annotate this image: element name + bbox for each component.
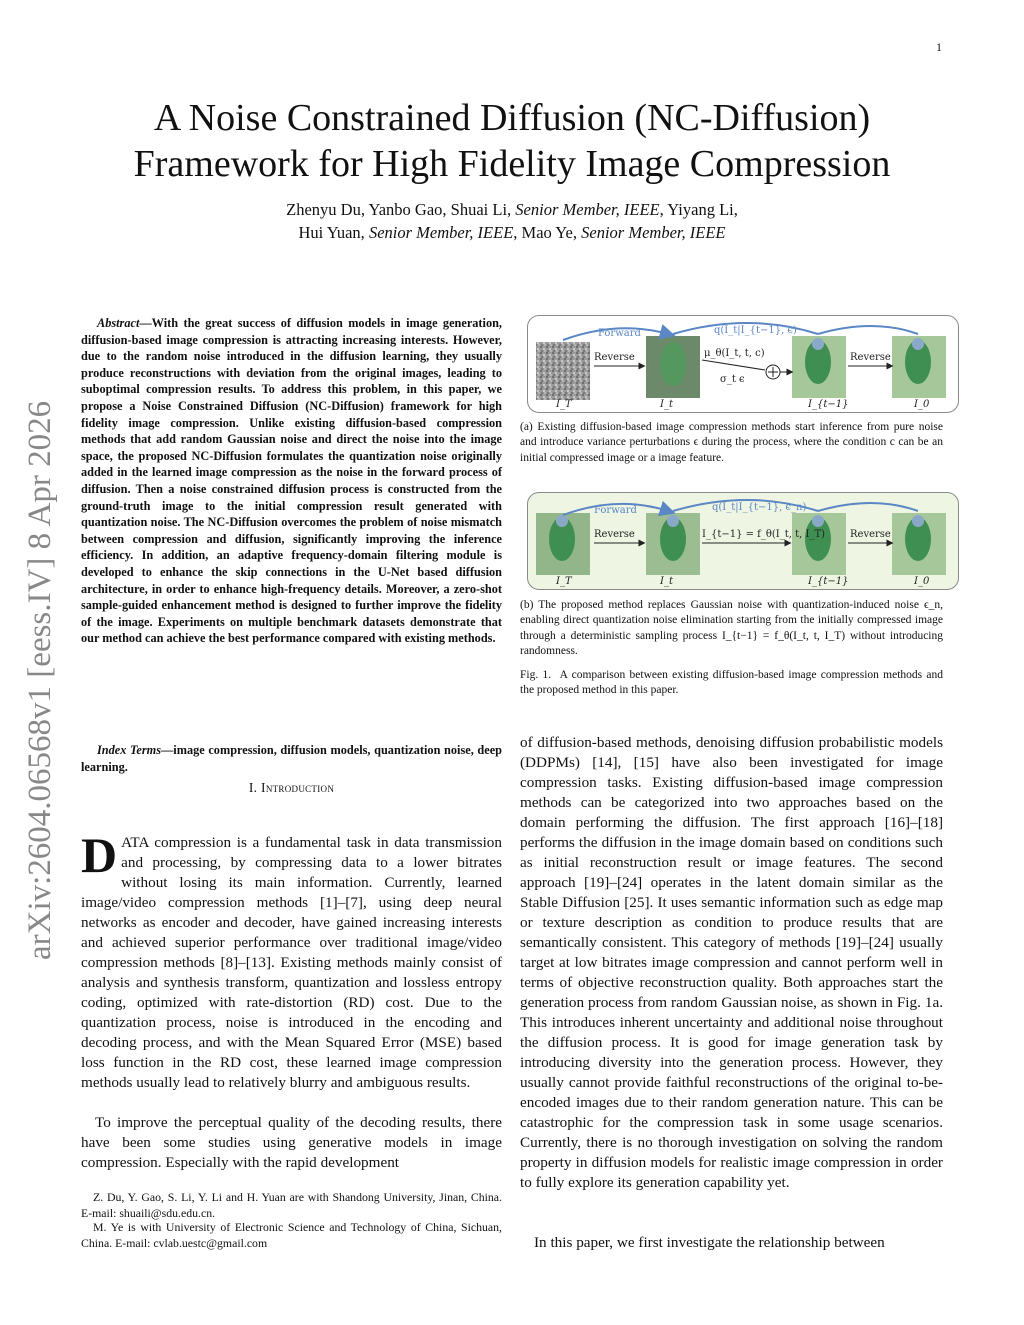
reverse-label: Reverse — [850, 529, 891, 540]
abstract-text: —With the great success of diffusion models in image generation, diffusion-based image compression is attracting increasing interests. However, due to the random noise introduced in the diffusion learning, they usually produce reconstructions with deviation from the original images, leading to suboptimal compression results. To address this problem, in this paper, we propose a Noise Constrained Diffusion (NC-Diffusion) framework for high fidelity image compression. Unlike existing diffusion-based compression methods that add random Gaussian noise and direct the noise into the image space, the proposed NC-Diffusion formulates the quantization noise originally added in the learned image compression as the noise in the forward process of diffusion. Then a noise constrained diffusion process is constructed from the ground-truth image to the initial compression result generated with quantization noise. The NC-Diffusion overcomes the problem of noise mismatch between compression and diffusion, significantly improving the inference efficiency. In addition, an adaptive frequency-domain filtering module is developed to enhance the skip connections in the U-Net based diffusion architecture, in order to enhance high-frequency details. Moreover, a zero-shot sample-guided enhancement method is designed to further improve the fidelity of the image. Experiments on multiple benchmark datasets demonstrate that our method can achieve the best performance compared with existing methods. — [81, 316, 502, 646]
intro-paragraph-1-text: ATA compression is a fundamental task in data transmission and processing, by compressing data to a lower bitrates without losing its main information. Currently, learned image/video compression methods [1]–[7], using deep neural networks as encoder and decoder, have gained increasing interests and achieved superior performance over traditional image/video compression methods [8]–[13]. Existing methods mainly consist of analysis and synthesis transform, quantization and lossless entropy coding, optimized with rate-distortion (RD) cost. Due to the quantization process, noise is introduced in the encoding and decoding process, and with the Mean Squared Error (MSE) based loss function in the RD cost, these learned image compression methods usually lead to relatively blurry and ambiguous results. — [81, 834, 502, 1091]
forward-arrow — [818, 326, 918, 334]
intro-paragraph-1 — [81, 827, 502, 1093]
page-number: 1 — [936, 40, 942, 54]
index-terms-text: —image compression, diffusion models, quantization noise, deep learning. — [81, 743, 502, 774]
author-role: Senior Member, IEEE — [511, 200, 660, 219]
parrot-shape — [660, 342, 686, 386]
parrot-head — [912, 338, 924, 350]
title-line-2: Framework for High Fidelity Image Compression — [133, 143, 891, 185]
reverse-label: Reverse — [850, 352, 891, 363]
parrot-head — [812, 515, 824, 527]
intro-right-paragraph: of diffusion-based methods, denoising diffusion probabilistic models (DDPMs) [14], [15] have also been investigated for image compression tasks. Existing diffusion-based image compression methods can be categorized into two approaches based on the domain performing the diffusion. The first approach [16]–[18] performs the diffusion in the image domain based on conditions such as initial reconstruction result or image features. The second approach [19]–[24] operates in the latent domain similar as the Stable Diffusion [25]. It uses semantic information such as edge map or texture description as condition to produce results that are semantically consistent. This category of methods [19]–[24] usually target at low bitrates image compression and cannot perform well in terms of objective reconstruction quality. Both approaches start the generation process from random Gaussian noise, as shown in Fig. 1a. This introduces inherent uncertainty and additional noise throughout the diffusion process. It is good for image generation task by introducing diversity into the generation process. However, they usually cannot provide faithful reconstructions of the original to-be-encoded images due to their random generation nature. This can be catastrophic for the compression task in some usage scenarios. Currently, there is no thorough investigation on solving the random property in diffusion models for realistic image compression in order to fully explore its generation capability yet. — [520, 734, 943, 1191]
mu-arrow — [702, 360, 765, 370]
author-role: Senior Member, IEEE — [364, 223, 514, 242]
figure-1b-diagram — [527, 492, 959, 590]
label-It-1: I_{t−1} — [808, 576, 849, 587]
label-It: I_t — [660, 576, 673, 587]
author-name: Yanbo Gao, — [364, 200, 447, 219]
abstract-label: Abstract — [97, 316, 140, 330]
author-line-2 — [90, 221, 934, 244]
author-line-1 — [90, 198, 934, 221]
author-name: Shuai Li, — [446, 200, 512, 219]
author-name: , Mao Ye, — [513, 223, 578, 242]
reverse-label: Reverse — [594, 352, 635, 363]
figure-1b-caption: (b) The proposed method replaces Gaussian noise with quantization-induced noise ϵ_n, enabling direct quantization noise elimination starting from the initially compressed image through a deterministic sampling process I_{t−1} = f_θ(I_t, t, I_T) without introducing randomness. — [520, 599, 943, 657]
section-heading — [81, 780, 502, 796]
figure-1-caption-text: A comparison between existing diffusion-based image compression methods and the proposed method in this paper. — [520, 669, 944, 697]
arxiv-identifier-text: arXiv:2604.06568v1 [eess.IV] 8 Apr 2026 — [22, 400, 58, 960]
forward-label: Forward — [598, 328, 641, 339]
section-number: I. — [248, 780, 258, 795]
reverse-label: Reverse — [594, 529, 635, 540]
label-IT: I_T — [556, 576, 572, 587]
mu-label: μ_θ(I_t, t, c) — [704, 348, 765, 359]
label-I0: I_0 — [914, 576, 930, 587]
figure-1-label: Fig. 1. — [520, 669, 552, 681]
author-list — [90, 198, 934, 244]
noise-image — [536, 342, 590, 400]
parrot-head — [812, 338, 824, 350]
q-label: q(I_t|I_{t−1}, ϵ_n) — [712, 502, 807, 513]
forward-arrow — [818, 503, 918, 511]
label-IT: I_T — [556, 399, 572, 410]
author-name: Hui Yuan, — [298, 223, 365, 242]
footnote-affiliation-1: Z. Du, Y. Gao, S. Li, Y. Li and H. Yuan are with Shandong University, Jinan, China. E-mail: shuaili@sdu.edu.cn. — [81, 1190, 502, 1220]
parrot-head — [667, 515, 679, 527]
q-label: q(I_t|I_{t−1}, ϵ) — [714, 325, 797, 336]
parrot-head — [912, 515, 924, 527]
section-title: Introduction — [261, 780, 335, 795]
label-It-1: I_{t−1} — [808, 399, 849, 410]
figure-1-caption — [520, 668, 943, 699]
title-line-1: A Noise Constrained Diffusion (NC-Diffusion) — [153, 97, 871, 139]
figure-1a-diagram — [527, 315, 959, 413]
paper-title — [60, 95, 964, 187]
sigma-label: σ_t ϵ — [720, 374, 745, 385]
label-I0: I_0 — [914, 399, 930, 410]
arxiv-identifier — [10, 370, 66, 970]
index-terms-label: Index Terms — [97, 743, 161, 757]
forward-label: Forward — [594, 505, 637, 516]
intro-paragraph-2: To improve the perceptual quality of the decoding results, there have been some studies using generative models in image compression. Especially with the rapid development — [81, 1114, 502, 1171]
intro-right-paragraph-2: In this paper, we first investigate the relationship between — [534, 1234, 885, 1251]
f-theta-equation: I_{t−1} = f_θ(I_t, t, I_T) — [702, 529, 826, 540]
author-name: , Yiyang Li, — [659, 200, 738, 219]
figure-1a-caption: (a) Existing diffusion-based image compression methods start inference from pure noise and introduce variance perturbations ϵ during the process, where the condition c can be an initial compressed image or a image feature. — [520, 421, 943, 464]
parrot-head — [556, 515, 568, 527]
label-It: I_t — [660, 399, 673, 410]
abstract — [81, 315, 502, 647]
drop-cap: D — [81, 827, 118, 883]
footnote-affiliation-2: M. Ye is with University of Electronic Science and Technology of China, Sichuan, China. E-mail: cvlab.uestc@gmail.com — [81, 1220, 502, 1250]
index-terms — [81, 742, 502, 775]
author-name: Zhenyu Du, — [286, 200, 365, 219]
author-role: Senior Member, IEEE — [577, 223, 726, 242]
